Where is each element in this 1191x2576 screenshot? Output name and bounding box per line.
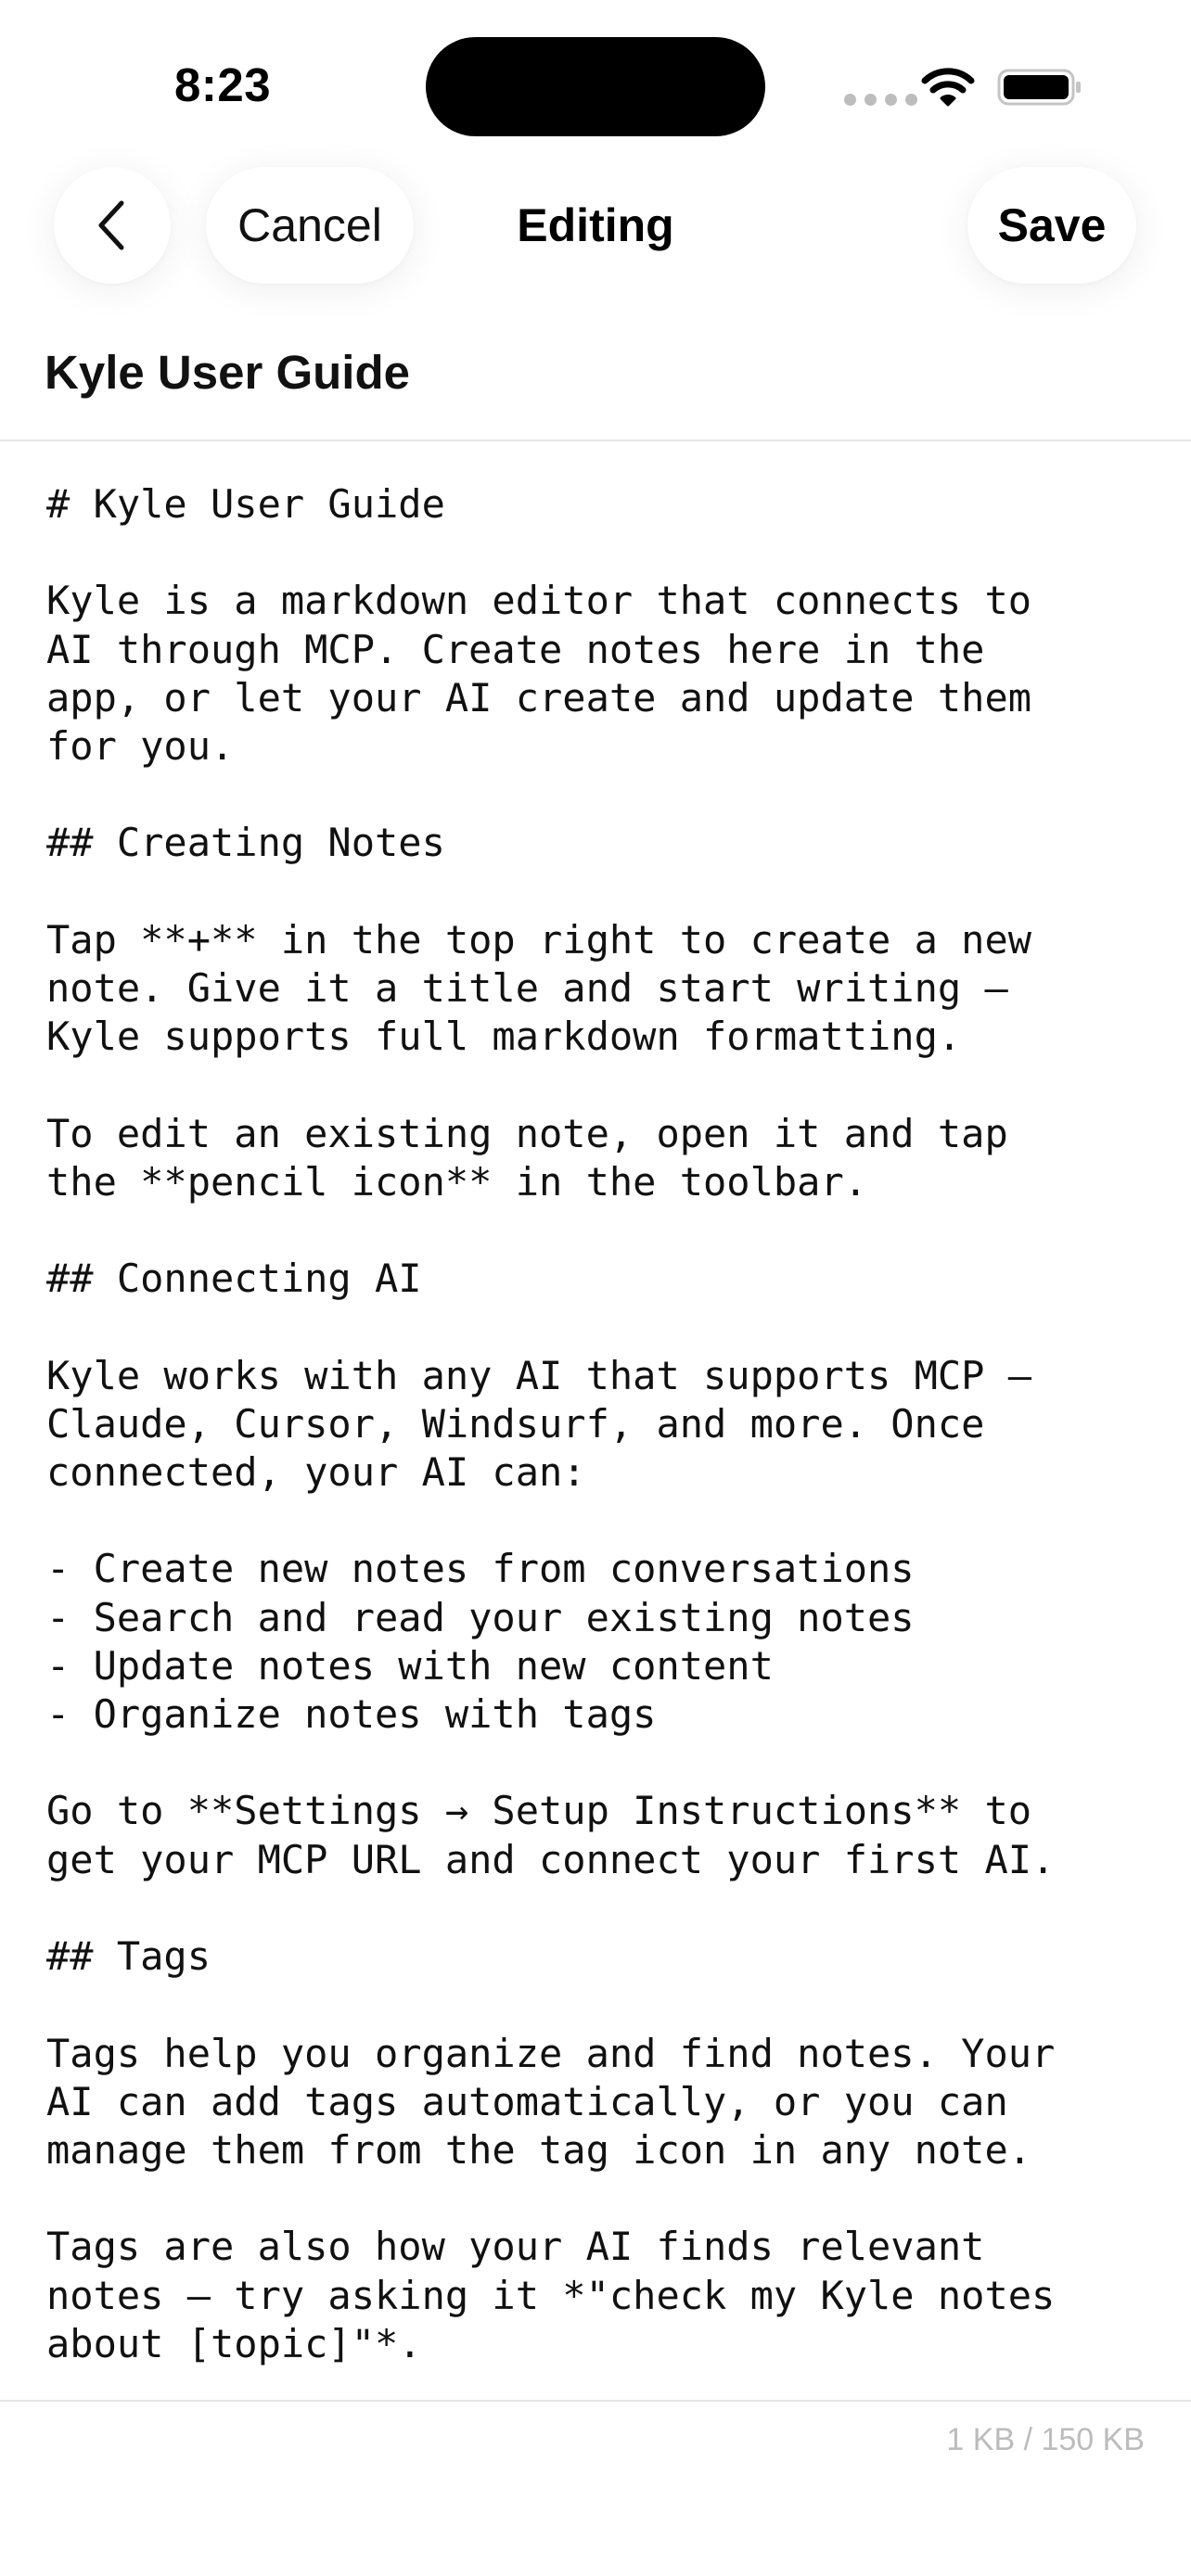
nav-title: Editing — [517, 199, 674, 251]
cancel-button[interactable]: Cancel — [206, 167, 414, 284]
divider — [0, 2400, 1191, 2402]
status-bar — [0, 0, 1191, 158]
cellular-signal-icon — [844, 94, 917, 106]
nav-bar — [0, 158, 1191, 297]
wifi-icon — [921, 67, 975, 108]
save-button[interactable]: Save — [967, 167, 1136, 284]
markdown-editor[interactable] — [46, 480, 1159, 2372]
divider — [0, 440, 1191, 441]
size-readout: 1 KB / 150 KB — [946, 2422, 1145, 2457]
dynamic-island — [426, 37, 765, 136]
back-button[interactable] — [54, 167, 171, 284]
battery-icon — [997, 69, 1082, 106]
chevron-left-icon — [94, 198, 131, 253]
status-time: 8:23 — [174, 58, 272, 111]
note-title[interactable]: Kyle User Guide — [45, 346, 410, 399]
